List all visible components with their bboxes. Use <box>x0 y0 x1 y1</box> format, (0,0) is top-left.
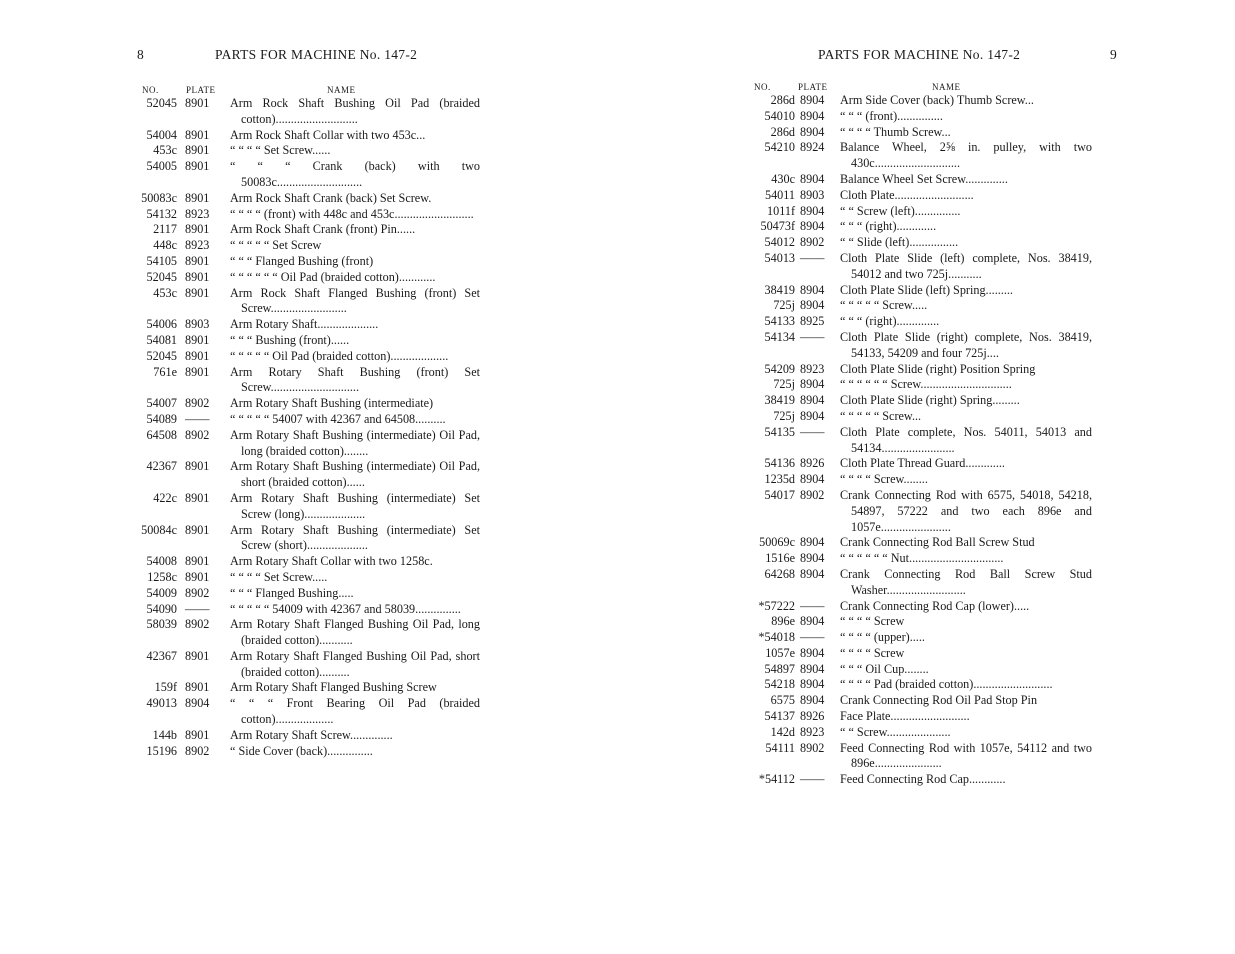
part-name: “ “ “ “ “ “ Nut............................... <box>840 551 1004 566</box>
part-name: Crank Connecting Rod with 6575, 54018, 54218, 54897, 57222 and two each 896e and 1057e....................... <box>840 487 1092 534</box>
table-row <box>742 219 1092 235</box>
part-number: 54009 <box>146 585 177 600</box>
table-row <box>130 412 480 428</box>
part-number: 54105 <box>146 253 177 268</box>
plate-number: 8904 <box>800 566 825 581</box>
right-parts-list <box>742 93 1092 788</box>
part-name: Arm Rock Shaft Collar with two 453c... <box>230 127 426 142</box>
part-number: 50083c <box>141 190 177 205</box>
table-row <box>130 207 480 223</box>
plate-number: 8903 <box>185 317 210 332</box>
part-number: 1235d <box>764 472 795 487</box>
table-row <box>130 617 480 649</box>
part-name: Balance Wheel Set Screw.............. <box>840 171 1008 186</box>
table-row <box>130 159 480 191</box>
plate-number: 8904 <box>800 408 825 423</box>
table-row <box>742 188 1092 204</box>
plate-number: —— <box>185 601 210 616</box>
part-name: “ “ “ “ Screw <box>840 614 905 629</box>
table-row <box>742 362 1092 378</box>
part-number: 54136 <box>764 456 795 471</box>
left-page-title: PARTS FOR MACHINE No. 147-2 <box>215 47 418 62</box>
part-number: 54005 <box>146 159 177 174</box>
table-row <box>742 125 1092 141</box>
plate-number: 8901 <box>185 648 210 663</box>
table-row <box>742 330 1092 362</box>
part-name: “ “ “ “ “ 54007 with 42367 and 64508.......... <box>230 411 446 426</box>
table-row <box>742 393 1092 409</box>
part-name: “ “ “ “ Screw........ <box>840 472 928 487</box>
part-number: 50473f <box>760 219 795 234</box>
part-name: Arm Rotary Shaft Collar with two 1258c. <box>230 554 433 569</box>
table-row <box>130 128 480 144</box>
left-page-number: 8 <box>137 47 145 62</box>
plate-number: 8904 <box>800 377 825 392</box>
part-name: “ “ “ Bushing (front)...... <box>230 332 350 347</box>
plate-number: 8901 <box>185 127 210 142</box>
table-row <box>742 725 1092 741</box>
plate-number: 8901 <box>185 522 210 537</box>
plate-number: 8904 <box>800 93 825 107</box>
part-number: 54134 <box>764 329 795 344</box>
part-number: 54218 <box>764 677 795 692</box>
table-row <box>130 459 480 491</box>
plate-number: 8904 <box>800 645 825 660</box>
plate-number: 8904 <box>800 535 825 550</box>
part-name: “ “ “ Flanged Bushing..... <box>230 585 354 600</box>
part-number: 725j <box>773 298 795 313</box>
plate-number: 8901 <box>185 727 210 742</box>
part-name: Cloth Plate.......................... <box>840 187 974 202</box>
column-header-no: NO. <box>142 85 159 95</box>
part-number: 144b <box>152 727 177 742</box>
part-number: 38419 <box>764 393 795 408</box>
part-number: 64268 <box>764 566 795 581</box>
plate-number: —— <box>800 598 825 613</box>
part-name: Cloth Plate Slide (right) complete, Nos. 38419, 54133, 54209 and four 725j.... <box>840 329 1092 360</box>
table-row <box>130 286 480 318</box>
column-header-name: NAME <box>932 82 961 92</box>
part-number: 453c <box>153 285 177 300</box>
table-row <box>130 680 480 696</box>
part-number: 54081 <box>146 332 177 347</box>
table-row <box>742 283 1092 299</box>
part-name: Arm Side Cover (back) Thumb Screw... <box>840 93 1034 107</box>
table-row <box>742 140 1092 172</box>
plate-number: 8923 <box>185 206 210 221</box>
part-number: 38419 <box>764 282 795 297</box>
plate-number: 8902 <box>185 396 210 411</box>
part-name: Crank Connecting Rod Oil Pad Stop Pin <box>840 693 1038 708</box>
part-name: “ “ “ “ Pad (braided cotton).......................... <box>840 677 1053 692</box>
part-name: Cloth Plate Thread Guard............. <box>840 456 1005 471</box>
table-row <box>130 191 480 207</box>
table-row <box>130 222 480 238</box>
table-row <box>742 772 1092 788</box>
part-number: 286d <box>770 93 795 107</box>
right-page <box>742 0 1118 954</box>
part-name: Crank Connecting Rod Ball Screw Stud Washer.......................... <box>840 566 1092 597</box>
plate-number: 8904 <box>800 661 825 676</box>
part-number: 54008 <box>146 554 177 569</box>
plate-number: 8901 <box>185 143 210 158</box>
part-name: Arm Rotary Shaft Flanged Bushing Oil Pad, short (braided cotton).......... <box>230 648 480 679</box>
part-name: Feed Connecting Rod Cap............ <box>840 772 1006 787</box>
table-row <box>130 238 480 254</box>
part-number: 54089 <box>146 411 177 426</box>
table-row <box>742 709 1092 725</box>
plate-number: 8902 <box>800 740 825 755</box>
part-number: 58039 <box>146 617 177 632</box>
table-row <box>742 109 1092 125</box>
part-number: 54090 <box>146 601 177 616</box>
table-row <box>130 523 480 555</box>
plate-number: 8904 <box>800 171 825 186</box>
plate-number: 8901 <box>185 269 210 284</box>
table-row <box>130 396 480 412</box>
table-row <box>742 251 1092 283</box>
table-row <box>742 488 1092 535</box>
part-name: “ “ “ “ Thumb Screw... <box>840 124 951 139</box>
table-row <box>130 586 480 602</box>
part-name: “ “ “ “ (upper)..... <box>840 630 925 645</box>
plate-number: 8901 <box>185 253 210 268</box>
part-number: 159f <box>154 680 177 695</box>
plate-number: 8902 <box>800 235 825 250</box>
table-row <box>130 365 480 397</box>
part-number: 1011f <box>767 203 795 218</box>
part-number: 54897 <box>764 661 795 676</box>
part-name: Arm Rotary Shaft Bushing (intermediate) Set Screw (short).................... <box>230 522 480 553</box>
plate-number: 8901 <box>185 680 210 695</box>
part-name: Arm Rotary Shaft Flanged Bushing Screw <box>230 680 437 695</box>
right-page-header <box>742 47 1118 67</box>
plate-number: —— <box>800 329 825 344</box>
plate-number: 8902 <box>185 427 210 442</box>
part-number: 54137 <box>764 709 795 724</box>
part-name: “ “ “ (front)............... <box>840 108 943 123</box>
plate-number: 8901 <box>185 190 210 205</box>
part-name: “ “ “ “ “ “ Oil Pad (braided cotton)............ <box>230 269 436 284</box>
plate-number: 8904 <box>800 393 825 408</box>
part-number: 50069c <box>759 535 795 550</box>
left-page-header <box>130 47 480 67</box>
plate-number: 8904 <box>800 677 825 692</box>
table-row <box>742 693 1092 709</box>
plate-number: 8902 <box>185 617 210 632</box>
part-name: “ “ “ (right)............. <box>840 219 937 234</box>
plate-number: 8923 <box>185 238 210 253</box>
part-number: 761e <box>153 364 177 379</box>
part-number: 54209 <box>764 361 795 376</box>
table-row <box>130 570 480 586</box>
plate-number: —— <box>800 630 825 645</box>
part-name: Cloth Plate complete, Nos. 54011, 54013 and 54134........................ <box>840 424 1092 455</box>
plate-number: 8901 <box>185 332 210 347</box>
part-number: 725j <box>773 377 795 392</box>
part-name: “ “ “ “ Screw <box>840 645 905 660</box>
plate-number: 8904 <box>800 614 825 629</box>
part-name: “ “ “ “ Set Screw..... <box>230 569 328 584</box>
plate-number: 8901 <box>185 159 210 174</box>
part-name: Arm Rotary Shaft Bushing (intermediate) Oil Pad, long (braided cotton)........ <box>230 427 480 458</box>
part-name: Arm Rotary Shaft Bushing (intermediate) Oil Pad, short (braided cotton)...... <box>230 459 480 490</box>
part-number: 448c <box>153 238 177 253</box>
part-name: “ “ “ Oil Cup........ <box>840 661 929 676</box>
part-name: Arm Rotary Shaft Screw.............. <box>230 727 393 742</box>
plate-number: 8901 <box>185 459 210 474</box>
table-row <box>742 614 1092 630</box>
table-row <box>130 254 480 270</box>
table-row <box>742 567 1092 599</box>
part-name: “ “ “ “ “ Set Screw <box>230 238 322 253</box>
table-row <box>742 409 1092 425</box>
plate-number: 8902 <box>185 585 210 600</box>
plate-number: 8901 <box>185 554 210 569</box>
part-number: 54013 <box>764 250 795 265</box>
table-row <box>742 630 1092 646</box>
part-name: “ “ “ Front Bearing Oil Pad (braided cotton)................... <box>230 696 480 727</box>
table-row <box>742 377 1092 393</box>
column-header-no: NO. <box>754 82 771 92</box>
column-header-plate: PLATE <box>186 85 216 95</box>
part-number: 1516e <box>765 551 795 566</box>
part-name: Feed Connecting Rod with 1057e, 54112 and two 896e...................... <box>840 740 1092 771</box>
part-name: Arm Rotary Shaft Bushing (intermediate) Set Screw (long).................... <box>230 490 480 521</box>
part-number: 1057e <box>765 645 795 660</box>
table-row <box>130 428 480 460</box>
plate-number: 8924 <box>800 140 825 155</box>
part-name: “ “ “ “ Set Screw...... <box>230 143 331 158</box>
table-row <box>130 143 480 159</box>
plate-number: 8904 <box>800 551 825 566</box>
table-row <box>130 491 480 523</box>
part-number: 54011 <box>764 187 795 202</box>
table-row <box>742 677 1092 693</box>
table-row <box>742 662 1092 678</box>
table-row <box>130 349 480 365</box>
table-row <box>130 333 480 349</box>
left-parts-list <box>130 96 480 759</box>
part-number: 54017 <box>764 487 795 502</box>
plate-number: 8904 <box>800 693 825 708</box>
table-row <box>742 298 1092 314</box>
part-name: Arm Rock Shaft Crank (back) Set Screw. <box>230 190 432 205</box>
part-number: 54006 <box>146 317 177 332</box>
part-number: 453c <box>153 143 177 158</box>
plate-number: 8902 <box>800 487 825 502</box>
plate-number: 8904 <box>800 108 825 123</box>
part-name: Balance Wheel, 2⅝ in. pulley, with two 430c............................ <box>840 140 1092 171</box>
table-row <box>130 649 480 681</box>
part-name: “ “ “ “ “ “ Screw.............................. <box>840 377 1012 392</box>
plate-number: 8904 <box>800 124 825 139</box>
table-row <box>742 425 1092 457</box>
part-number: 52045 <box>146 96 177 110</box>
plate-number: 8903 <box>800 187 825 202</box>
part-number: 64508 <box>146 427 177 442</box>
part-name: “ “ “ “ “ Screw... <box>840 408 922 423</box>
left-page <box>130 0 480 954</box>
table-row <box>130 728 480 744</box>
part-name: “ “ “ Flanged Bushing (front) <box>230 253 374 268</box>
part-number: 422c <box>153 490 177 505</box>
part-name: “ “ Screw (left)............... <box>840 203 961 218</box>
part-name: “ “ Screw..................... <box>840 724 951 739</box>
part-name: “ “ “ “ “ 54009 with 42367 and 58039............... <box>230 601 461 616</box>
plate-number: 8926 <box>800 709 825 724</box>
table-row <box>742 235 1092 251</box>
part-number: 896e <box>771 614 795 629</box>
part-number: 42367 <box>146 459 177 474</box>
right-page-title: PARTS FOR MACHINE No. 147-2 <box>818 47 1021 62</box>
part-name: Arm Rock Shaft Crank (front) Pin...... <box>230 222 416 237</box>
column-header-name: NAME <box>327 85 356 95</box>
part-name: Crank Connecting Rod Cap (lower)..... <box>840 598 1030 613</box>
plate-number: 8901 <box>185 569 210 584</box>
part-name: Face Plate.......................... <box>840 709 970 724</box>
plate-number: 8901 <box>185 96 210 110</box>
part-name: “ “ “ “ “ Oil Pad (braided cotton)................... <box>230 348 449 363</box>
part-name: Arm Rotary Shaft.................... <box>230 317 379 332</box>
part-name: Arm Rotary Shaft Flanged Bushing Oil Pad, long (braided cotton)........... <box>230 617 480 648</box>
part-number: 6575 <box>770 693 795 708</box>
part-number: 54007 <box>146 396 177 411</box>
plate-number: 8901 <box>185 348 210 363</box>
table-row <box>742 172 1092 188</box>
part-name: Arm Rock Shaft Flanged Bushing (front) Set Screw......................... <box>230 285 480 316</box>
part-number: *54112 <box>758 772 795 787</box>
part-name: Cloth Plate Slide (right) Spring......... <box>840 393 1020 408</box>
table-row <box>130 744 480 760</box>
part-number: *54018 <box>758 630 795 645</box>
part-number: 142d <box>770 724 795 739</box>
plate-number: 8904 <box>800 298 825 313</box>
part-name: “ “ “ “ “ Screw..... <box>840 298 928 313</box>
part-name: Arm Rotary Shaft Bushing (intermediate) <box>230 396 434 411</box>
plate-number: —— <box>800 250 825 265</box>
table-row <box>742 741 1092 773</box>
part-number: 50084c <box>141 522 177 537</box>
plate-number: 8926 <box>800 456 825 471</box>
part-name: “ “ Slide (left)................ <box>840 235 959 250</box>
part-number: 286d <box>770 124 795 139</box>
part-number: 725j <box>773 408 795 423</box>
part-name: “ Side Cover (back)............... <box>230 743 373 758</box>
part-name: Cloth Plate Slide (left) complete, Nos. 38419, 54012 and two 725j........... <box>840 250 1092 281</box>
plate-number: 8925 <box>800 314 825 329</box>
plate-number: 8904 <box>800 472 825 487</box>
part-number: 54010 <box>764 108 795 123</box>
table-row <box>742 599 1092 615</box>
plate-number: —— <box>800 772 825 787</box>
table-row <box>130 317 480 333</box>
plate-number: 8923 <box>800 724 825 739</box>
part-number: 54135 <box>764 424 795 439</box>
table-row <box>130 96 480 128</box>
part-number: *57222 <box>758 598 795 613</box>
plate-number: 8904 <box>800 219 825 234</box>
plate-number: 8904 <box>185 696 210 711</box>
part-name: “ “ “ “ (front) with 448c and 453c.......................... <box>230 206 474 221</box>
part-number: 54111 <box>765 740 795 755</box>
part-number: 42367 <box>146 648 177 663</box>
part-name: Arm Rotary Shaft Bushing (front) Set Screw............................. <box>230 364 480 395</box>
plate-number: 8901 <box>185 490 210 505</box>
table-row <box>742 204 1092 220</box>
part-number: 1258c <box>147 569 177 584</box>
part-name: Crank Connecting Rod Ball Screw Stud <box>840 535 1035 550</box>
plate-number: 8904 <box>800 282 825 297</box>
plate-number: 8901 <box>185 285 210 300</box>
part-name: Arm Rock Shaft Bushing Oil Pad (braided cotton)........................... <box>230 96 480 126</box>
part-name: “ “ “ Crank (back) with two 50083c............................ <box>230 159 480 189</box>
table-row <box>742 456 1092 472</box>
table-row <box>130 270 480 286</box>
part-number: 54012 <box>764 235 795 250</box>
table-row <box>130 696 480 728</box>
table-row <box>742 551 1092 567</box>
part-number: 52045 <box>146 348 177 363</box>
table-row <box>742 472 1092 488</box>
plate-number: —— <box>185 411 210 426</box>
plate-number: 8901 <box>185 364 210 379</box>
part-number: 54004 <box>146 127 177 142</box>
plate-number: —— <box>800 424 825 439</box>
plate-number: 8902 <box>185 743 210 758</box>
table-row <box>742 646 1092 662</box>
plate-number: 8904 <box>800 203 825 218</box>
table-row <box>130 602 480 618</box>
table-row <box>130 554 480 570</box>
plate-number: 8923 <box>800 361 825 376</box>
part-number: 2117 <box>153 222 177 237</box>
right-page-number: 9 <box>1110 47 1118 62</box>
part-number: 52045 <box>146 269 177 284</box>
part-name: “ “ “ (right).............. <box>840 314 940 329</box>
part-number: 15196 <box>146 743 177 758</box>
part-number: 430c <box>771 171 795 186</box>
part-number: 49013 <box>146 696 177 711</box>
table-row <box>742 93 1092 109</box>
part-name: Cloth Plate Slide (left) Spring......... <box>840 282 1013 297</box>
part-number: 54133 <box>764 314 795 329</box>
plate-number: 8901 <box>185 222 210 237</box>
table-row <box>742 535 1092 551</box>
table-row <box>742 314 1092 330</box>
part-number: 54132 <box>146 206 177 221</box>
part-name: Cloth Plate Slide (right) Position Spring <box>840 361 1036 376</box>
column-header-plate: PLATE <box>798 82 828 92</box>
part-number: 54210 <box>764 140 795 155</box>
